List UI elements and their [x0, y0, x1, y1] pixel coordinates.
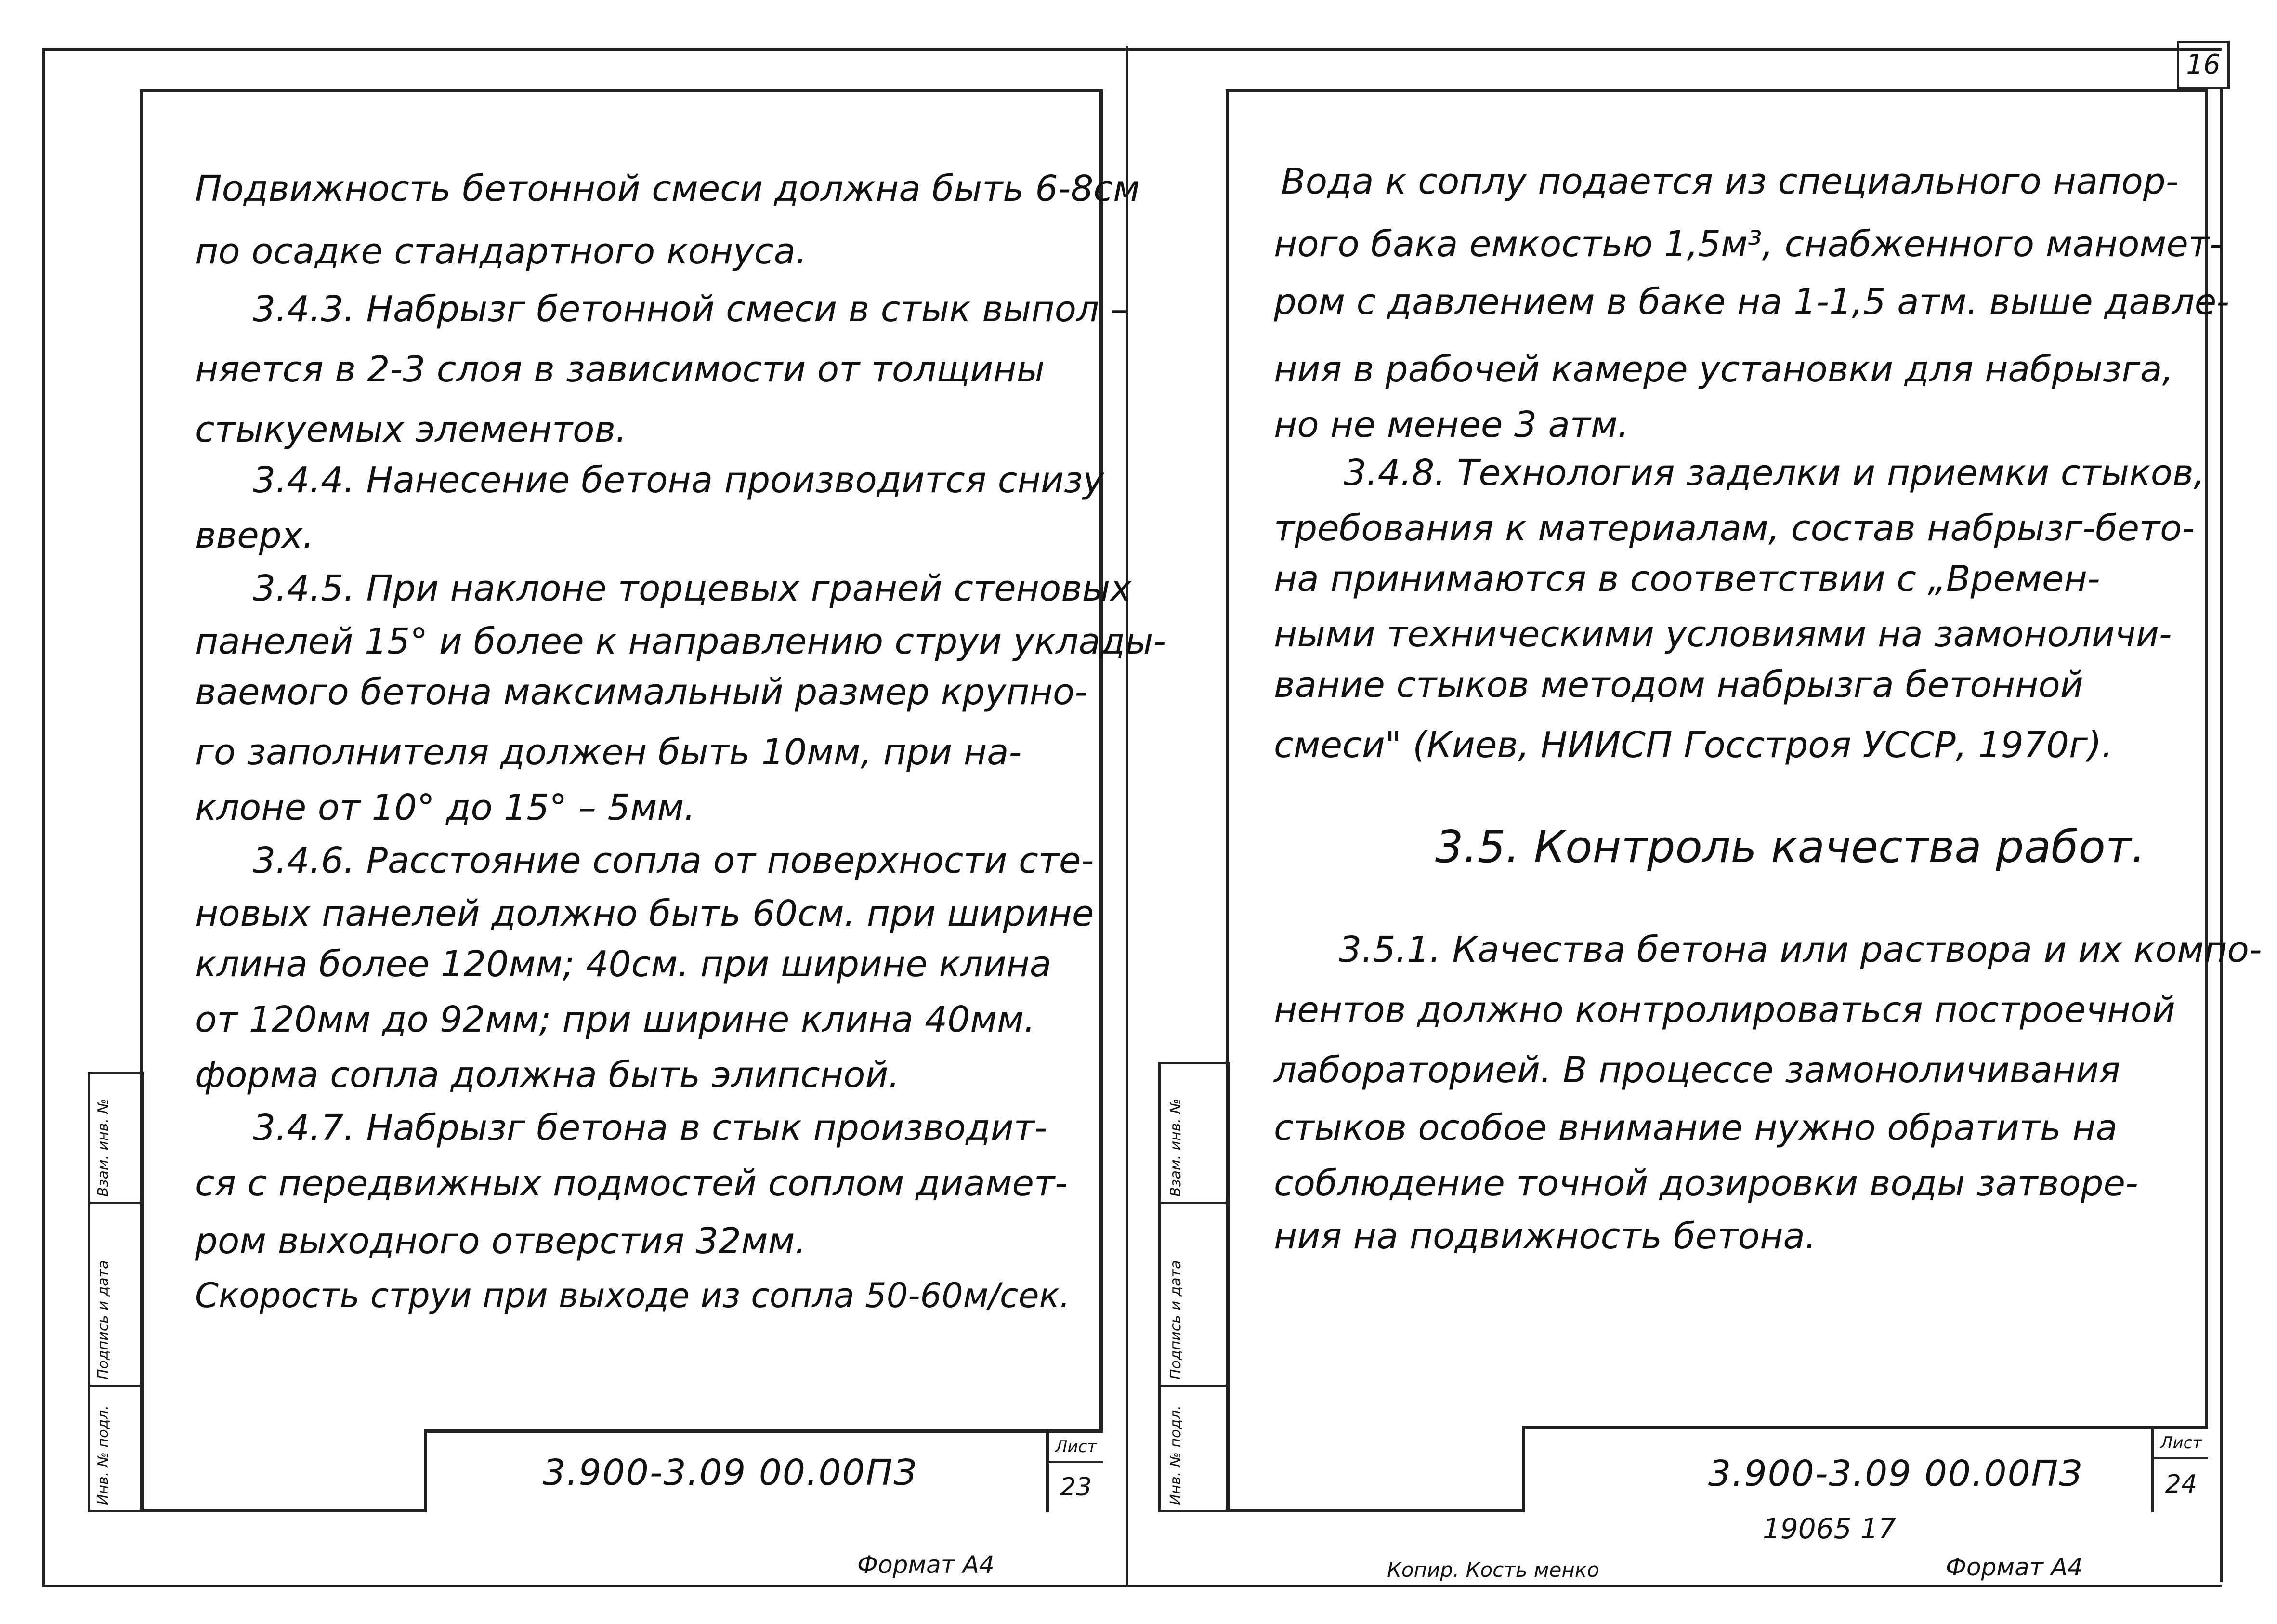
left-title-block [424, 1429, 1103, 1512]
right-line-2: ного бака емкостью 1,5м³, снабженного маномет- [1274, 223, 2222, 265]
left-side-cell-1 [90, 1074, 142, 1204]
right-side-cell-1 [1161, 1064, 1228, 1204]
left-line-6: 3.4.4. Нанесение бетона производится снизу [253, 459, 1104, 501]
right-format-label: Формат А4 [1946, 1553, 2083, 1581]
right-side-label-1: Взам. инв. № [1167, 1099, 1184, 1197]
left-sheet-cell [1046, 1433, 1103, 1512]
left-line-21: Скорость струи при выходе из сопла 50-60м/сек. [195, 1276, 1071, 1315]
left-line-11: го заполнителя должен быть 10мм, при на- [195, 732, 1022, 773]
right-line-15: стыков особое внимание нужно обратить на [1274, 1107, 2118, 1149]
corner-page-number-text: 16 [2186, 49, 2221, 80]
right-line-12: 3.5.1. Качества бетона или раствора и их компо- [1339, 929, 2262, 970]
right-line-11: смеси" (Киев, НИИСП Госстроя УССР, 1970г). [1274, 724, 2113, 766]
left-line-18: 3.4.7. Набрызг бетона в стык производит- [253, 1107, 1047, 1149]
right-title-block [1522, 1426, 2208, 1512]
left-sheet-number: 23 [1060, 1473, 1092, 1502]
left-line-16: от 120мм до 92мм; при ширине клина 40мм. [195, 999, 1035, 1040]
right-line-6: 3.4.8. Технология заделки и приемки стыков, [1344, 452, 2205, 494]
right-copied-label: Копир. Кость менко [1387, 1558, 1599, 1582]
right-side-cell-3 [1161, 1387, 1228, 1510]
right-side-label-2: Подпись и дата [1167, 1260, 1184, 1380]
left-side-cell-2 [90, 1204, 142, 1387]
right-line-8: на принимаются в соответствии с „Времен- [1274, 558, 2100, 600]
right-side-label-3: Инв. № подл. [1167, 1405, 1184, 1505]
right-line-13: нентов должно контролироваться построечной [1274, 989, 2175, 1031]
left-sheet-label: Лист [1049, 1433, 1103, 1463]
left-side-label-2: Подпись и дата [95, 1260, 112, 1380]
left-line-1: Подвижность бетонной смеси должна быть 6-8см [195, 168, 1140, 210]
left-line-7: вверх. [195, 515, 314, 556]
left-line-17: форма сопла должна быть элипсной. [195, 1054, 900, 1096]
left-line-9: панелей 15° и более к направлению струи уклады- [195, 621, 1166, 662]
binding-spine [1126, 46, 1128, 1587]
left-line-8: 3.4.5. При наклоне торцевых граней стеновых [253, 568, 1132, 609]
right-line-16: соблюдение точной дозировки воды затворе- [1274, 1163, 2138, 1204]
right-document-code: 3.900-3.09 00.00ПЗ [1708, 1453, 2083, 1494]
right-line-3: ром с давлением в баке на 1-1,5 атм. выше давле- [1274, 281, 2229, 323]
left-line-12: клоне от 10° до 15° – 5мм. [195, 787, 695, 828]
left-line-14: новых панелей должно быть 60см. при ширине [195, 893, 1094, 934]
left-line-10: ваемого бетона максимальный размер крупно- [195, 671, 1087, 713]
right-line-14: лабораторией. В процессе замоноличивания [1274, 1049, 2120, 1091]
left-line-2: по осадке стандартного конуса. [195, 231, 807, 272]
right-line-9: ными техническими условиями на замоноличи- [1274, 614, 2172, 655]
right-sheet-number: 24 [2165, 1470, 2198, 1499]
left-line-4: няется в 2-3 слоя в зависимости от толщины [195, 349, 1045, 390]
left-line-20: ром выходного отверстия 32мм. [195, 1220, 806, 1262]
right-sheet-label: Лист [2154, 1429, 2208, 1459]
left-line-13: 3.4.6. Расстояние сопла от поверхности сте- [253, 840, 1094, 881]
right-under-code: 19065 17 [1763, 1512, 1896, 1545]
left-line-3: 3.4.3. Набрызг бетонной смеси в стык выпол – [253, 288, 1128, 330]
left-document-code: 3.900-3.09 00.00ПЗ [543, 1452, 917, 1493]
right-line-5: но не менее 3 атм. [1274, 404, 1629, 445]
left-line-15: клина более 120мм; 40см. при ширине клина [195, 943, 1052, 985]
right-line-4: ния в рабочей камере установки для набрызга, [1274, 349, 2174, 390]
left-side-label-3: Инв. № подл. [95, 1405, 112, 1505]
right-line-17: ния на подвижность бетона. [1274, 1216, 1817, 1257]
left-format-label: Формат А4 [857, 1551, 995, 1579]
right-sheet-cell [2151, 1429, 2208, 1512]
right-side-cell-2 [1161, 1204, 1228, 1387]
corner-page-number [2177, 41, 2230, 89]
left-side-strip [88, 1072, 144, 1512]
right-line-1: Вода к соплу подается из специального напор- [1281, 161, 2179, 202]
left-line-5: стыкуемых элементов. [195, 409, 627, 450]
left-side-cell-3 [90, 1387, 142, 1510]
right-line-10: вание стыков методом набрызга бетонной [1274, 664, 2083, 706]
section-heading: 3.5. Контроль качества работ. [1435, 821, 2146, 873]
right-side-strip [1158, 1062, 1230, 1512]
left-side-label-1: Взам. инв. № [95, 1099, 112, 1197]
left-line-19: ся с передвижных подмостей соплом диамет- [195, 1163, 1068, 1204]
right-line-7: требования к материалам, состав набрызг-бето- [1274, 508, 2195, 549]
